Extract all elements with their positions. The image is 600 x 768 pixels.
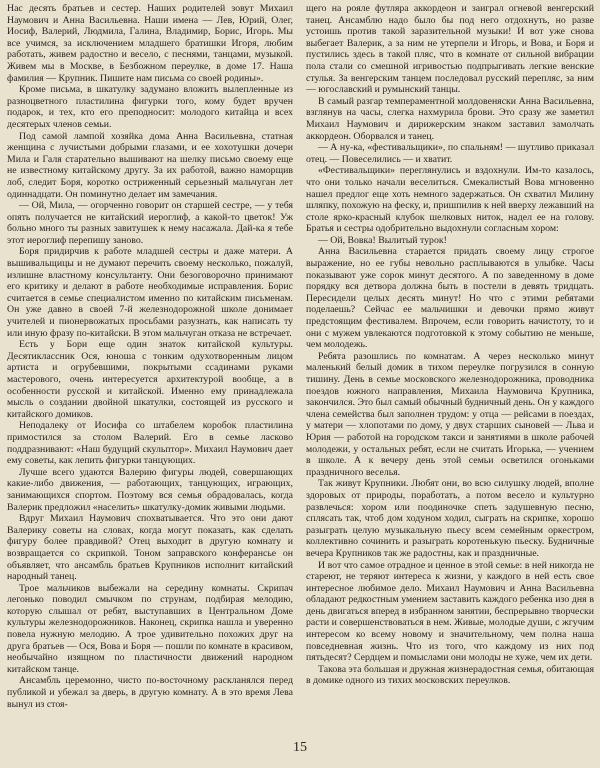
article-paragraph: Неподалеку от Иосифа со штабелем коробок пластилина примостился за столом Валерий. Его в семье ласково поддразнивают: «Наш будущий скульптор». Михаил Наумович дает ему советы, как лепить фигурки танцующих. [7,420,293,467]
article-paragraph: Ансамбль церемонно, чисто по-восточному раскланялся перед публикой и убежал за дверь, в другую комнату. А в это время Лева вынул из стоя- [7,675,293,710]
article-paragraph: Ребята разошлись по комнатам. А через несколько минут маленький белый домик в тихом переулке погрузился в сонную тишину. День в семье московского железнодорожника, проводника поездов южного направления, Михаила Наумовича Крупника, закончился. Это был самый обычный будничный день. Он у каждого члена семейства был заполнен трудом: у отца — рейсами в поездах, у матери — хлопотами по дому, у двух старших сыновей — Льва и Юрия — работой на городском такси и занятиями в школе рабочей молодежи, у остальных ребят, если не считать Игорька, — учением в школе. А к вечеру день этой семьи осветился огоньками праздничного веселья. [306,350,594,478]
left-column [7,3,293,731]
article-paragraph: «Фестивальщики» переглянулись и вздохнули. Им-то казалось, что они только начали веселиться. Смекалистый Вова мгновенно нашел предлог еще хоть немного задержаться. Он схватил Милину шляпку, похожую на феску, и, пришпилив к ней вверху лежавший на столе ярко-красный клубок шелковых ниток, надел ее на голову. Братья и сестры одобрительно выдохнули согласным хором: [306,165,594,235]
letter-ending-paragraph: Нас десять братьев и сестер. Наших родителей зовут Михаил Наумович и Анна Васильевна. Наши имена — Лев, Юрий, Олег, Иосиф, Валерий, Людмила, Галина, Владимир, Борис, Игорь. Мы все учимся, за исключением младшего братишки Игоря, любим работать, живем радостно и весело, с песнями, танцами, музыкой. Живем мы в Москве, в Безбожном переулке, в доме 17. Наша фамилия — Крупник. Пишите нам письма со своей родины». [7,3,293,84]
article-paragraph: Есть у Бори еще один знаток китайской культуры. Десятиклассник Ося, юноша с тонким одухотворенным лицом артиста и огрубевшими, покрытыми ссадинами руками мастерового, очень интересуется архитектурой вообще, а в особенности русской и китайской. Именно ему принадлежала мысль о создании двойной шкатулки, состоящей из русского и китайского домиков. [7,339,293,420]
page-number: 15 [293,740,307,755]
article-paragraph: Трое мальчиков выбежали на середину комнаты. Скрипач легонько поводил смычком по струнам, подбирая мелодию, которую слышал от ребят, выступавших в Центральном Доме культуры железнодорожников. Наконец, скрипка нашла и уверенно повела нужную мелодию. А трое удивительно похожих друг на друга братьев — Ося, Вова и Боря — пошли по комнате в красивом, необычайно изящном по пластичности движений народном китайском танце. [7,582,293,675]
article-paragraph: Лучше всего удаются Валерию фигуры людей, совершающих какие-либо движения, — работающих, танцующих, играющих, занимающихся спортом. Поэтому вся семья обрадовалась, когда Валерик предложил «населить» шкатулку-домик живыми людьми. [7,466,293,513]
dialogue-paragraph: — А ну-ка, «фестивальщики», по спальням! — шутливо приказал отец. — Повеселились — и хватит. [306,142,594,165]
continued-paragraph: щего на рояле футляра аккордеон и заиграл огневой венгерский танец. Ансамблю надо было бы под него отдохнуть, но разве устоишь против такой заразительной музыки! И вот уже снова выбегает Валерик, а за ним не утерпели и Игорь, и Вова, и Боря и пустились здесь в такой пляс, что в комнате от сильной вибрации пола стали со смешной игривостью подпрыгивать легкие венские стулья. За венгерским танцем последовал русский перепляс, за ним — югославский и румынский танцы. [306,3,594,96]
article-paragraph: Боря придирчив к работе младшей сестры и даже матери. А вышивальщицы и не думают перечить своему несколько, пожалуй, излишне властному консультанту. Они безоговорочно принимают его критику и делают в работе необходимые исправления. Борис считается в семье специалистом именно по китайским письменам. Он уже давно в своей 7-й железнодорожной школе донимает учителей и пионервожатых просьбами разузнать, как написать ту или иную фразу по-китайски. В этом мальчуган отказа не встречает. [7,246,293,339]
article-paragraph: И вот что самое отрадное и ценное в этой семье: в ней никогда не стареют, не теряют интереса к жизни, у каждого в ней есть свое интересное любимое дело. Михаил Наумович и Анна Васильевна обладают редкостным умением заставить каждого ребенка изо дня в день двигаться вперед в избранном занятии, беспрерывно творчески расти и совершенствоваться в нем. Живые, молодые души, с жгучим интересом ко всему новому и значительному, чем полна наша повседневная жизнь. Что из того, что каждому из них под пятьдесят? Сердцем и помыслами они молоды не хуже, чем их дети. [306,559,594,664]
article-paragraph: Такова эта большая и дружная жизнерадостная семья, обитающая в домике одного из тихих московских переулков. [306,663,594,687]
right-column [306,3,594,731]
article-paragraph: В самый разгар темпераментной молдовеняски Анна Васильевна, взглянув на часы, слегка нахмурила брови. Это сразу же заметил Михаил Наумович и дирижерским знаком заставил замолчать аккордеон. Оборвался и танец. [306,95,594,142]
article-paragraph: Кроме письма, в шкатулку задумано вложить вылепленные из разноцветного пластилина фигурки того, кому будет вручен подарок, и тех, кто его преподносит: молодого китайца и всех десятерых членов семьи. [7,84,293,130]
dialogue-paragraph: — Ой, Мила, — огорченно говорит он старшей сестре, — у тебя опять получается не китайский иероглиф, а какой-то цветок! Уж больно много ты разных завитушек к нему насажала. Дай-ка я тебе этот иероглиф перепишу заново. [7,200,293,246]
article-paragraph: Вдруг Михаил Наумович спохватывается. Что это они дают Валерику советы на словах, когда могут показать, как сделать фигуру более правдивой? Отец выходит в другую комнату и возвращается со скрипкой. Тоном заправского конферансье он объявляет, что ансамбль братьев Крупников исполнит китайский народный танец. [7,513,293,583]
article-paragraph: Анна Васильевна старается придать своему лицу строгое выражение, но ее губы невольно расплываются в улыбке. Часы показывают уже сорок минут десятого. А по заведенному в доме порядку вся детвора должна быть в постели в девять тридцать. Пересидели целых десять минут! Но что с этими ребятами поделаешь? Сейчас ее мальчишки и девочки прямо живут предстоящим фестивалем. Впрочем, если говорить начистоту, то и они с мужем увлекаются подготовкой к этому событию не меньше, чем молодежь. [306,246,594,351]
article-paragraph: Так живут Крупники. Любят они, во всю силушку людей, вполне здоровых от природы, поработать, а потом весело и культурно развлечься: хором или поодиночке спеть задушевную песню, сплясать так, чтоб дом ходуном ходил, сыграть на скрипке, хорошо разыграть целую музыкальную пьесу всем семейным оркестром, коллективно сочинить и разыграть коротенькую пьеску. Будничные вечера Крупников так же радостны, как и праздничные. [306,478,594,559]
dialogue-paragraph: — Ой, Вовка! Вылитый турок! [318,234,447,246]
article-paragraph: Под самой лампой хозяйка дома Анна Васильевна, статная женщина с лучистыми добрыми глазами, и ее хохотушки дочери Мила и Галя старательно вышивают на шелку письмо своему еще не известному китайскому другу. За их работой, важно наморщив лоб, следит Боря, коротко остриженный серьезный мальчуган лет одиннадцати. Он поминутно делает им замечания. [7,130,293,200]
